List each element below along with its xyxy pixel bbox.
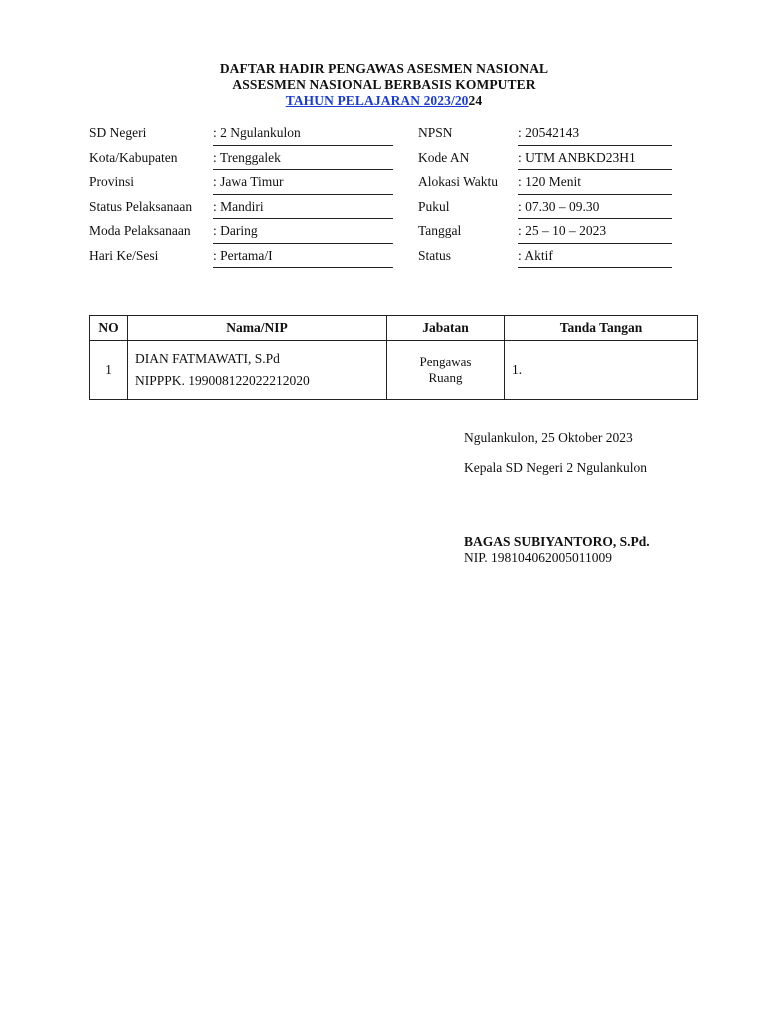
underline: [213, 194, 393, 195]
column-header-nama-nip: Nama/NIP: [128, 316, 387, 341]
underline: [518, 243, 672, 244]
supervisor-name: DIAN FATMAWATI, S.Pd: [135, 351, 280, 366]
document-header: [0, 61, 768, 109]
cell-nama-nip: [128, 341, 387, 400]
info-value: : 120 Menit: [518, 174, 581, 189]
info-label: Hari Ke/Sesi: [89, 247, 159, 263]
info-value: : 25 – 10 – 2023: [518, 223, 607, 238]
cell-tanda-tangan: 1.: [505, 341, 698, 400]
info-label: NPSN: [418, 125, 453, 140]
attendance-table: [89, 315, 698, 400]
title-line-3: [0, 93, 768, 109]
column-header-jabatan: Jabatan: [387, 316, 505, 341]
underline: [213, 267, 393, 268]
info-value: : Trenggalek: [213, 149, 281, 165]
info-value: : 2 Ngulankulon: [213, 125, 301, 140]
underline: [213, 169, 393, 170]
jabatan-line-1: Pengawas: [419, 354, 472, 369]
underline: [518, 145, 672, 146]
info-value: : 07.30 – 09.30: [518, 198, 600, 214]
jabatan-line-2: Ruang: [428, 370, 463, 385]
supervisor-nip: NIPPPK. 199008122022212020: [135, 373, 310, 388]
info-value: : Jawa Timur: [213, 174, 284, 189]
underline: [518, 267, 672, 268]
signatory-name: BAGAS SUBIYANTORO, S.Pd.: [464, 534, 650, 549]
info-label: Moda Pelaksanaan: [89, 223, 191, 238]
underline: [213, 145, 393, 146]
table-row: [90, 341, 698, 400]
column-header-no: NO: [90, 316, 128, 341]
info-label: Alokasi Waktu: [418, 174, 499, 189]
underline: [213, 218, 393, 219]
info-value: : Aktif: [518, 247, 553, 263]
info-value: : Mandiri: [213, 198, 264, 214]
info-value: : Pertama/I: [213, 247, 273, 263]
info-label: Status: [418, 247, 452, 263]
underline: [213, 243, 393, 244]
info-value: : UTM ANBKD23H1: [518, 149, 636, 165]
cell-jabatan: [387, 341, 505, 400]
info-label: Provinsi: [89, 174, 135, 189]
place-date: Ngulankulon, 25 Oktober 2023: [464, 430, 633, 445]
info-label: Kode AN: [418, 149, 470, 165]
info-value: : Daring: [213, 223, 258, 238]
info-label: Kota/Kabupaten: [89, 149, 178, 165]
column-header-tanda-tangan: Tanda Tangan: [505, 316, 698, 341]
academic-year-suffix: 24: [468, 93, 483, 108]
info-label: Pukul: [418, 198, 450, 214]
signatory-nip: NIP. 198104062005011009: [464, 550, 613, 565]
title-line-1: DAFTAR HADIR PENGAWAS ASESMEN NASIONAL: [219, 61, 549, 76]
info-label: SD Negeri: [89, 125, 147, 140]
info-label: Tanggal: [418, 223, 462, 238]
cell-no: 1: [90, 341, 128, 400]
underline: [518, 169, 672, 170]
title-line-2: ASSESMEN NASIONAL BERBASIS KOMPUTER: [232, 77, 536, 92]
underline: [518, 194, 672, 195]
info-label: Status Pelaksanaan: [89, 198, 193, 214]
table-header-row: [90, 316, 698, 341]
signatory-role: Kepala SD Negeri 2 Ngulankulon: [464, 460, 647, 475]
underline: [518, 218, 672, 219]
info-value: : 20542143: [518, 125, 580, 140]
academic-year-link[interactable]: TAHUN PELAJARAN 2023/20: [285, 93, 469, 108]
